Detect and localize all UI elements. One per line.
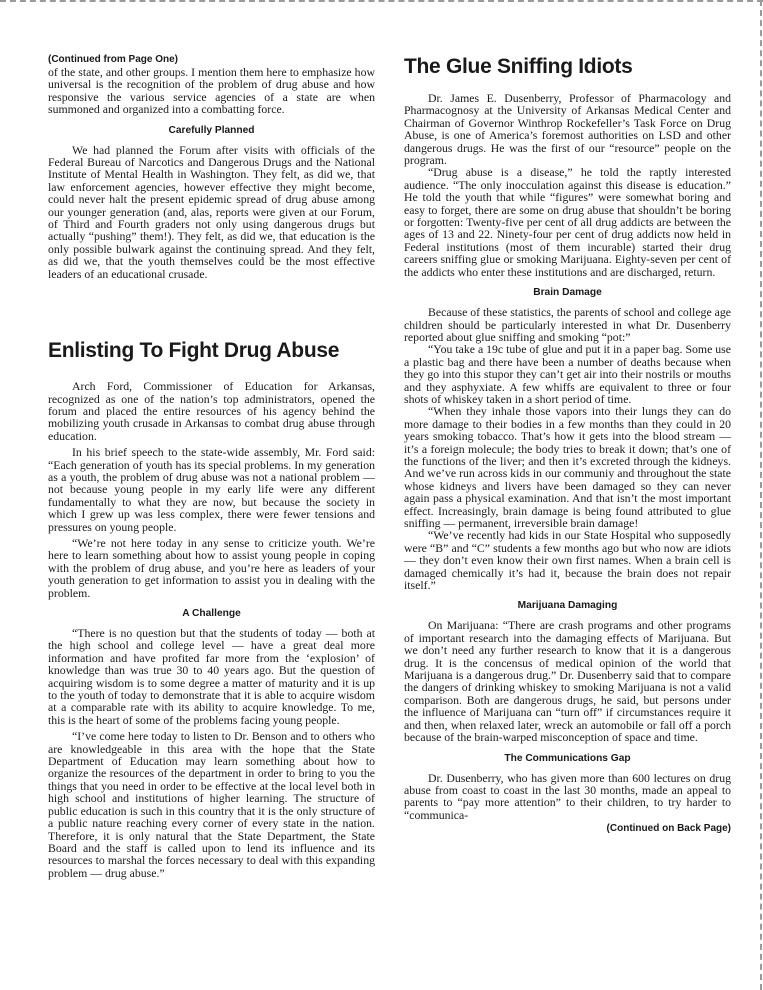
inhale-paragraph: “When they inhale those vapors into their lungs they can do more damage to their bodies in a few months than they could in 20 years smoking tobacco. That’s how it gets into the blood stream — it’s a foreign molecule; the body tries to break it down; that’s one of the functions of the liver; and then it’s excreted through the kidneys. And we’ve run across kids in our communiy and throughout the state whose kidneys and livers have been damaged so they can never again pass a physical examination. And that isn’t the most important effect. Increasingly, brain damage is being found attributed to glue sniffing — permanent, irreversible brain damage! [404,404,731,530]
subhead-communications-gap: The Communications Gap [504,752,631,764]
come-here-paragraph: “I’ve come here today to listen to Dr. Benson and to others who are knowledgeable in this area with the hope that the State Department of Education may learn something about how to organize the resources of the department in order to bring to you the things that you need in order to be effective at the local level both in high school and institutions of higher learning. The structure of public education is such in this country that it is the only structure of a public nature reaching every corner of every state in the nation. Therefore, it is only natural that the State Department, the State Board and the staff is called upon to lend its influence and its resources to marshal the forces necessary to deal with this expanding problem — drug abuse.” [48,729,375,880]
subhead-a-challenge: A Challenge [182,608,241,619]
intro-paragraph: of the state, and other groups. I mention them here to emphasize how universal is the recognition of the problem of drug abuse and how responsive the various service agencies of a state are when summoned and organized into a combatting force. [48,65,375,117]
left-column [48,54,375,879]
speech-paragraph: In his brief speech to the state-wide assembly, Mr. Ford said: “Each generation of youth has its special problems. In my generation as a youth, the problem of drug abuse was not a national problem — not because young people in my early life were any different fundamentally to what they are now, but because the society in which I grew up was less complex, there were fewer tensions and pressures on young people. [48,445,375,534]
subhead-brain-damage: Brain Damage [533,287,602,299]
because-paragraph: Because of these statistics, the parents of school and college age children should be particularly interested in what Dr. Dusenberry reported about glue sniffing and smoking “pot:” [404,305,732,344]
not-here-paragraph: “We’re not here today in any sense to criticize youth. We’re here to learn something about how to assist young people in coping with the problem of drug abuse, and you’re here as leaders of your youth generation to get information to assist you in dealing with the problem. [48,535,375,600]
continued-on-back-label: (Continued on Back Page) [606,823,731,835]
continued-from-label: (Continued from Page One) [48,54,178,65]
subhead-carefully-planned: Carefully Planned [168,124,255,136]
marijuana-paragraph: On Marijuana: “There are crash programs and other programs of important research into the damaging effects of Marijuana. But we don’t need any further research to know that it is a dangerous drug. It is the concensus of medical opinion of the world that Marijuana is a dangerous drug.” Dr. Dusenberry said that to compare the dangers of drinking whiskey to smoking Marijuana is not a valid comparison. Both are dangerous drugs, he said, but persons under the influence of Marijuana can “turn off” if circumstances require it and then, when relaxed later, wreck an automobile or fall off a porch because of the brain-warped misconception of space and time. [404,618,731,745]
right-column [404,54,731,835]
right-page-border [760,0,762,990]
subhead-marijuana-damaging: Marijuana Damaging [517,600,618,612]
communications-paragraph: Dr. Dusenberry, who has given more than 600 lectures on drug abuse from coast to coast in the last 30 months, made an appeal to parents to “pay more attention” to their children, to try harder to “communica- [404,770,731,822]
recently-paragraph: “We’ve recently had kids in our State Hospital who supposedly were “B” and “C” students a few months ago but who now are idiots — they don’t even know their own first names. When a brain cell is damaged chemically it’s had it, because the brain does not repair itself.” [404,528,731,593]
top-page-border [0,0,763,2]
arch-ford-paragraph: Arch Ford, Commissioner of Education for Arkansas, recognized as one of the nation’s top administrators, opened the forum and placed the entire resources of his agency behind the mobilizing youth crusade in Arkansas to combat drug abuse through education. [48,379,375,443]
disease-paragraph: “Drug abuse is a disease,” he told the raptly interested audience. “The only inocculation against this disease is education.” He told the youth that while “figures” were somewhat boring and easy to forget, there are some on drug abuse that shouldn’t be boring or forgotten: Twenty-five per cent of all drug addicts are between the ages of 13 and 22. Ninety-four per cent of drug addicts now held in Federal institutions (most of them incurable) started their drug careers sniffing glue or smoking Marijuana. Eighty-seven per cent of the addicts who enter these institutions and are discharged, return. [404,165,731,279]
headline-glue-sniffing: The Glue Sniffing Idiots [404,55,633,78]
planned-paragraph: We had planned the Forum after visits with officials of the Federal Bureau of Narcotics and Dangerous Drugs and the National Institute of Mental Health in Washington. They felt, as did we, that law enforcement agencies, however effective they might become, could never halt the present epidemic spread of drug abuse among our younger generation (and, alas, reports were given at our Forum, of Third and Fourth graders not only using dangerous drugs but actually “pushing” them!). They felt, as did we, that education is the only possible bulwark against the continuing spread. And they felt, as did we, that the youth themselves could be the most effective leaders of an educational crusade. [48,142,375,281]
dusenberry-paragraph: Dr. James E. Dusenberry, Professor of Pharmacology and Pharmacognosy at the University of Arkansas Medical Center and Chairman of Governor Winthrop Rockefeller’s Task Force on Drug Abuse, is one of America’s foremost authorities on LSD and other dangerous drugs. He was the first of our “resource” people on the program. [404,91,731,168]
glue-tube-paragraph: “You take a 19c tube of glue and put it in a paper bag. Some use a plastic bag and there have been a number of deaths because when they go into this stupor they can’t get air into their nostrils or mouths and they asphyxiate. A few whiffs are equivalent to three or four shots of whiskey taken in a short period of time. [404,342,731,406]
headline-enlisting: Enlisting To Fight Drug Abuse [48,339,340,363]
question-paragraph: “There is no question but that the students of today — both at the high school and college level — have a great deal more information and have profited far more from the ‘explosion’ of knowledge than was true 30 to 40 years ago. But the question of acquiring wisdom is to some degree a matter of maturity and it is up to the youth of today to demonstrate that it is able to acquire wisdom at a comparable rate with its ability to acquire knowledge. To me, this is the heart of some of the problems facing young people. [48,626,375,727]
